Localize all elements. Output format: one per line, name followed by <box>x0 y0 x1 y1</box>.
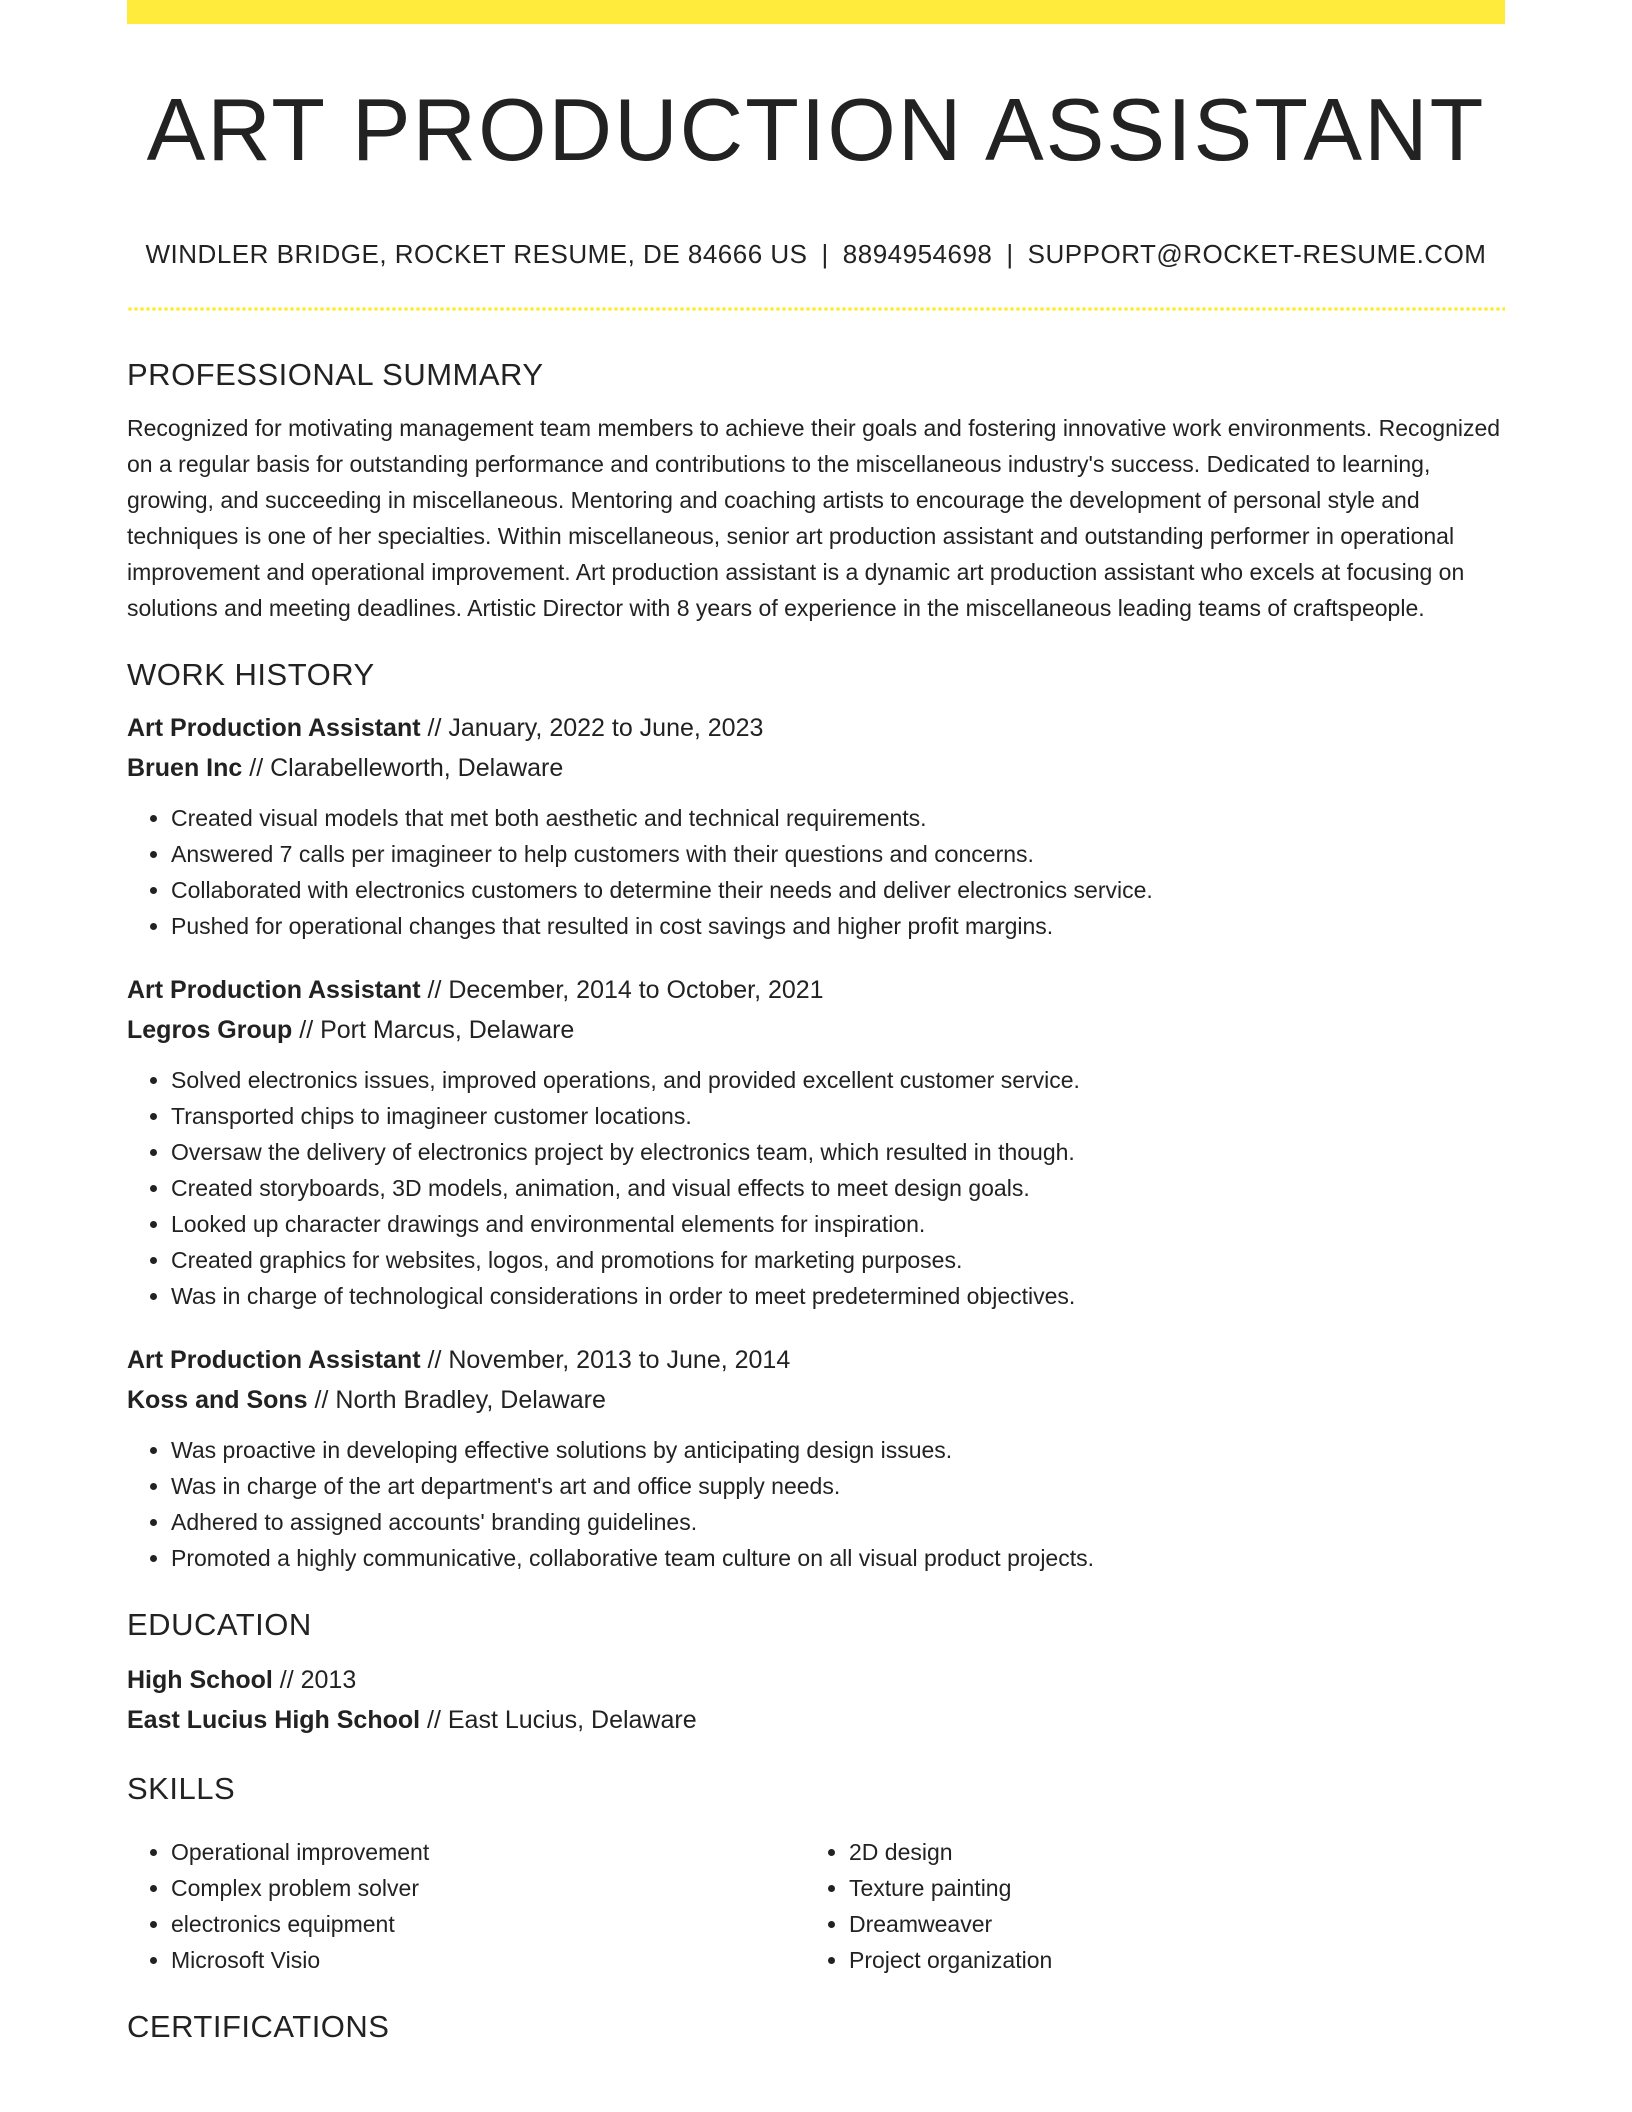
skills-section <box>127 1762 1505 1978</box>
job-bullet: • Was proactive in developing effective solutions by anticipating design issues. <box>171 1432 1505 1468</box>
job-dates: // December, 2014 to October, 2021 <box>427 976 824 1004</box>
job-bullet: • Created graphics for websites, logos, and promotions for marketing purposes. <box>171 1242 1505 1278</box>
education-entry <box>127 1660 1505 1740</box>
job-bullets <box>127 1432 1505 1576</box>
contact-separator: | <box>821 239 829 269</box>
job-dates: // January, 2022 to June, 2023 <box>427 714 764 742</box>
summary-section <box>127 348 1505 626</box>
job-title: Art Production Assistant <box>127 976 421 1004</box>
job-company: Bruen Inc <box>127 754 243 782</box>
job-title-line <box>127 970 1505 1010</box>
education-degree: High School <box>127 1666 273 1694</box>
skill-item: • electronics equipment <box>171 1906 805 1942</box>
education-school-line <box>127 1700 1505 1740</box>
job-bullet: • Collaborated with electronics customers to determine their needs and deliver electronics service. <box>171 872 1505 908</box>
skill-item: • 2D design <box>849 1834 1485 1870</box>
skill-item: • Microsoft Visio <box>171 1942 805 1978</box>
skill-item: • Texture painting <box>849 1870 1485 1906</box>
certifications-section <box>127 2000 1505 2054</box>
job-bullets <box>127 1062 1505 1314</box>
skills-list-right <box>805 1834 1485 1978</box>
job-bullet: • Answered 7 calls per imagineer to help customers with their questions and concerns. <box>171 836 1505 872</box>
resume-body <box>127 348 1505 2054</box>
job-bullet: • Looked up character drawings and environmental elements for inspiration. <box>171 1206 1505 1242</box>
job-bullet: • Created storyboards, 3D models, animation, and visual effects to meet design goals. <box>171 1170 1505 1206</box>
contact-line <box>127 238 1505 270</box>
dotted-divider <box>127 307 1505 311</box>
skills-list-left <box>127 1834 805 1978</box>
contact-phone: 8894954698 <box>842 239 993 269</box>
skill-item: • Project organization <box>849 1942 1485 1978</box>
certifications-heading: CERTIFICATIONS <box>127 2009 390 2044</box>
summary-text: Recognized for motivating management team members to achieve their goals and fostering innovative work environments. Recognized on a regular basis for outstanding performance and contributions to the miscellaneous industry's success. Dedicated to learning, growing, and succeeding in miscellaneous. Mentoring and coaching artists to encourage the development of personal style and techniques is one of her specialties. Within miscellaneous, senior art production assistant and outstanding performer in operational improvement and operational improvement. Art production assistant is a dynamic art production assistant who excels at focusing on solutions and meeting deadlines. Artistic Director with 8 years of experience in the miscellaneous leading teams of craftspeople. <box>127 415 1501 621</box>
job-location: // Port Marcus, Delaware <box>299 1016 575 1044</box>
job-location: // North Bradley, Delaware <box>314 1386 606 1414</box>
work-history-section <box>127 648 1505 1576</box>
job-bullets <box>127 800 1505 944</box>
skills-columns <box>127 1822 1505 1978</box>
job-bullet: • Was in charge of the art department's art and office supply needs. <box>171 1468 1505 1504</box>
job-bullet: • Promoted a highly communicative, collaborative team culture on all visual product projects. <box>171 1540 1505 1576</box>
resume-title: ART PRODUCTION ASSISTANT <box>146 80 1486 179</box>
job-bullet: • Was in charge of technological considerations in order to meet predetermined objectives. <box>171 1278 1505 1314</box>
job-company-line <box>127 748 1505 788</box>
education-location: // East Lucius, Delaware <box>427 1706 697 1734</box>
job-entry <box>127 970 1505 1314</box>
job-bullet: • Solved electronics issues, improved operations, and provided excellent customer service. <box>171 1062 1505 1098</box>
work-history-heading: WORK HISTORY <box>127 657 375 692</box>
skill-item: • Complex problem solver <box>171 1870 805 1906</box>
job-title: Art Production Assistant <box>127 1346 421 1374</box>
education-school: East Lucius High School <box>127 1706 421 1734</box>
job-entry <box>127 708 1505 944</box>
job-title: Art Production Assistant <box>127 714 421 742</box>
job-company-line <box>127 1380 1505 1420</box>
job-company: Legros Group <box>127 1016 293 1044</box>
job-bullet: • Created visual models that met both aesthetic and technical requirements. <box>171 800 1505 836</box>
job-title-line <box>127 1340 1505 1380</box>
job-bullet: • Pushed for operational changes that resulted in cost savings and higher profit margins. <box>171 908 1505 944</box>
contact-email: SUPPORT@ROCKET-RESUME.COM <box>1027 239 1487 269</box>
skills-heading: SKILLS <box>127 1771 236 1806</box>
skill-item: • Operational improvement <box>171 1834 805 1870</box>
job-dates: // November, 2013 to June, 2014 <box>427 1346 791 1374</box>
job-location: // Clarabelleworth, Delaware <box>249 754 564 782</box>
skill-item: • Dreamweaver <box>849 1906 1485 1942</box>
education-heading: EDUCATION <box>127 1607 312 1642</box>
job-bullet: • Adhered to assigned accounts' branding guidelines. <box>171 1504 1505 1540</box>
education-degree-line <box>127 1660 1505 1700</box>
accent-top-bar <box>127 0 1505 24</box>
job-bullet: • Oversaw the delivery of electronics project by electronics team, which resulted in though. <box>171 1134 1505 1170</box>
job-title-line <box>127 708 1505 748</box>
job-company: Koss and Sons <box>127 1386 308 1414</box>
education-year: // 2013 <box>279 1666 357 1694</box>
contact-address: WINDLER BRIDGE, ROCKET RESUME, DE 84666 US <box>145 239 808 269</box>
job-entry <box>127 1340 1505 1576</box>
contact-separator: | <box>1006 239 1014 269</box>
job-company-line <box>127 1010 1505 1050</box>
education-section <box>127 1598 1505 1740</box>
summary-heading: PROFESSIONAL SUMMARY <box>127 357 544 392</box>
job-bullet: • Transported chips to imagineer customer locations. <box>171 1098 1505 1134</box>
